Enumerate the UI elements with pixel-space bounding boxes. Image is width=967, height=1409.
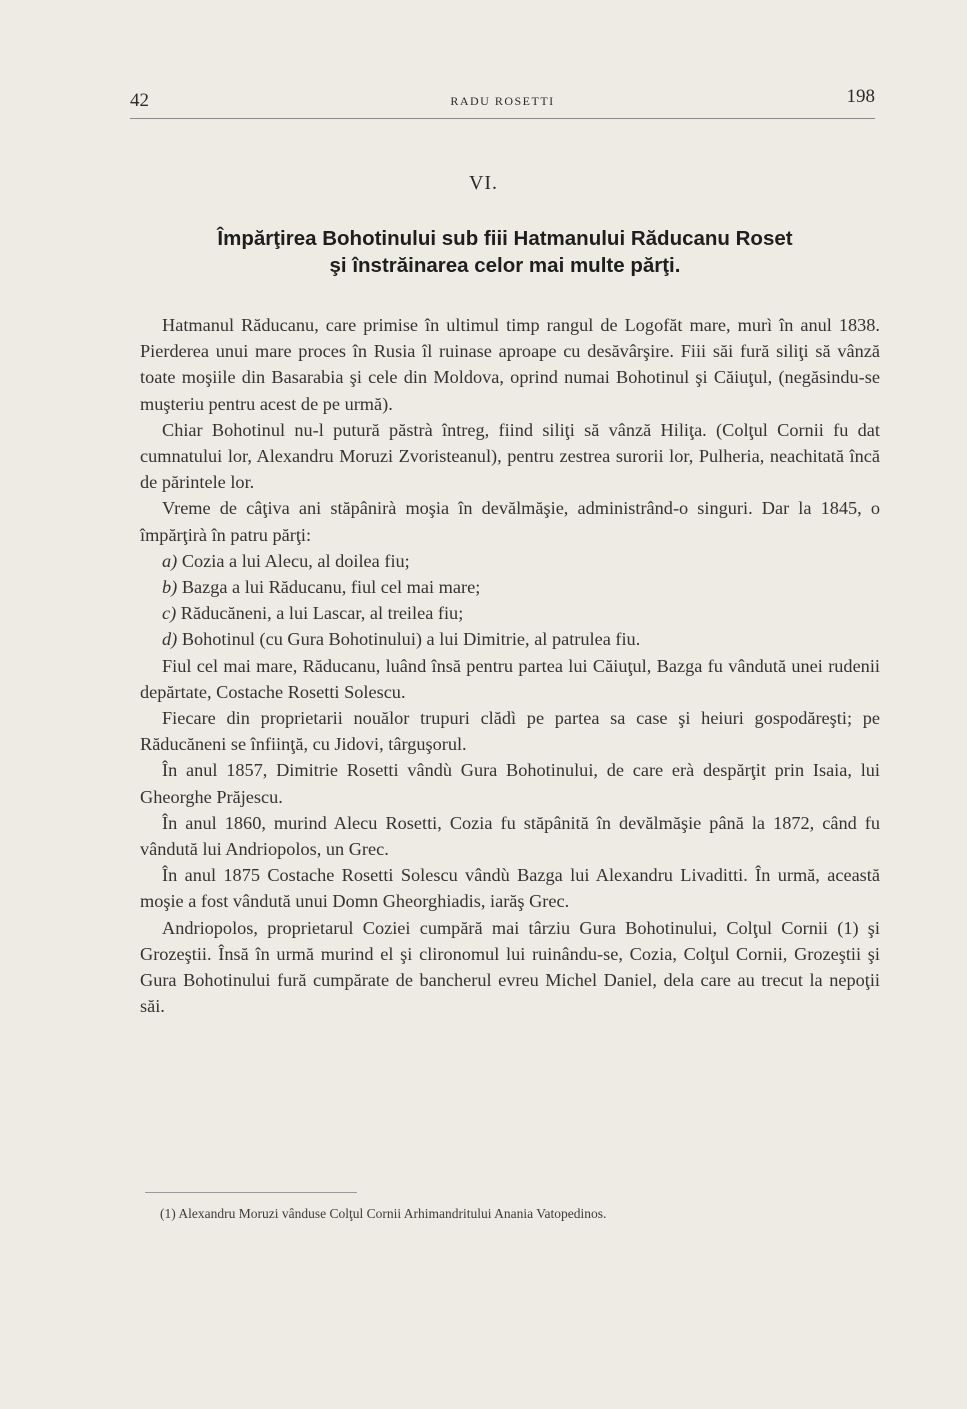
list-item-text: Bazga a lui Răducanu, fiul cel mai mare; [181,577,481,598]
list-item [140,626,880,652]
list-item [140,600,880,626]
list-item-text: Cozia a lui Alecu, al doilea fiu; [181,550,410,571]
footnote-rule [145,1192,357,1193]
list-item-text: Bohotinul (cu Gura Bohotinului) a lui Dimitrie, al patrulea fiu. [181,629,641,650]
list-item [140,548,880,574]
header-rule [130,118,875,119]
paragraph: În anul 1857, Dimitrie Rosetti vândù Gura Bohotinului, de care erà despărţit prin Isaia, lui Gheorghe Prăjescu. [140,760,880,807]
paragraph: În anul 1875 Costache Rosetti Solescu vândù Bazga lui Alexandru Livaditti. În urmă, această moşie a fost vândută unui Domn Gheorghiadis, iarăş Grec. [140,865,880,912]
chapter-title-line: Împărţirea Bohotinului sub fiii Hatmanului Răducanu Roset [217,227,793,250]
paragraph: În anul 1860, murind Alecu Rosetti, Cozia fu stăpânită în devălmăşie până la 1872, când fu vândută lui Andriopolos, un Grec. [140,812,880,860]
paragraph: Hatmanul Răducanu, care primise în ultimul timp rangul de Logofăt mare, murì în anul 1838. Pierderea unui mare proces în Rusia îl ruinase aproape cu desăvârşire. Fiii săi fură siliţi să vânză toate moşiile din Basarabia şi cele din Moldova, oprind numai Bohotinul şi Căiuţul, (negăsindu-se muşteriu pentru acest de pe urmă). [140,315,880,414]
list-marker: b) [162,577,178,598]
footnote: (1) Alexandru Moruzi vânduse Colţul Cornii Arhimandritului Anania Vatopedinos. [160,1206,607,1221]
chapter-number: VI. [468,172,499,194]
chapter-title-line: şi înstrăinarea celor mai multe părţi. [329,254,681,277]
chapter-title [140,225,870,279]
list-marker: a) [162,550,178,571]
page-header [130,86,875,116]
list-item-text: Răducăneni, a lui Lascar, al treilea fiu; [180,603,464,624]
paragraph: Fiul cel mai mare, Răducanu, luând însă pentru partea lui Căiuţul, Bazga fu vândută unei rudenii depărtate, Costache Rosetti Solescu. [140,655,880,702]
paragraph: Chiar Bohotinul nu-l putură păstrà întreg, fiind siliţi să vânză Hiliţa. (Colţul Cornii fu dat cumnatului lor, Alexandru Moruzi Zvoristeanul), pentru zestrea surorii lor, Pulheria, neachitată încă de părintele lor. [140,419,880,493]
paragraph: Vreme de câţiva ani stăpânirà moşia în devălmăşie, administrând-o singuri. Dar la 1845, o împărţirà în patru părţi: [140,498,880,545]
page-number-left: 42 [130,90,149,111]
page-number-right: 198 [846,86,875,107]
list-marker: c) [162,603,177,624]
paragraph: Fiecare din proprietarii nouălor trupuri clădì pe partea sa case şi heiuri gospodăreşti; pe Răducăneni se înfiinţă, cu Jidovi, târguşorul. [140,708,880,755]
list-marker: d) [162,629,178,650]
paragraph: Andriopolos, proprietarul Coziei cumpără mai târziu Gura Bohotinului, Colţul Cornii (1) şi Grozeştii. Însă în urmă murind el şi clironomul lui ruinându-se, Cozia, Colţul Cornii, Grozeştii şi Gura Bohotinului fură cumpărate de bancherul evreu Michel Daniel, dela care au trecut la nepoţii săi. [140,917,880,1017]
list-item [140,574,880,600]
running-head: RADU ROSETTI [450,94,555,108]
body-text [140,312,880,1019]
